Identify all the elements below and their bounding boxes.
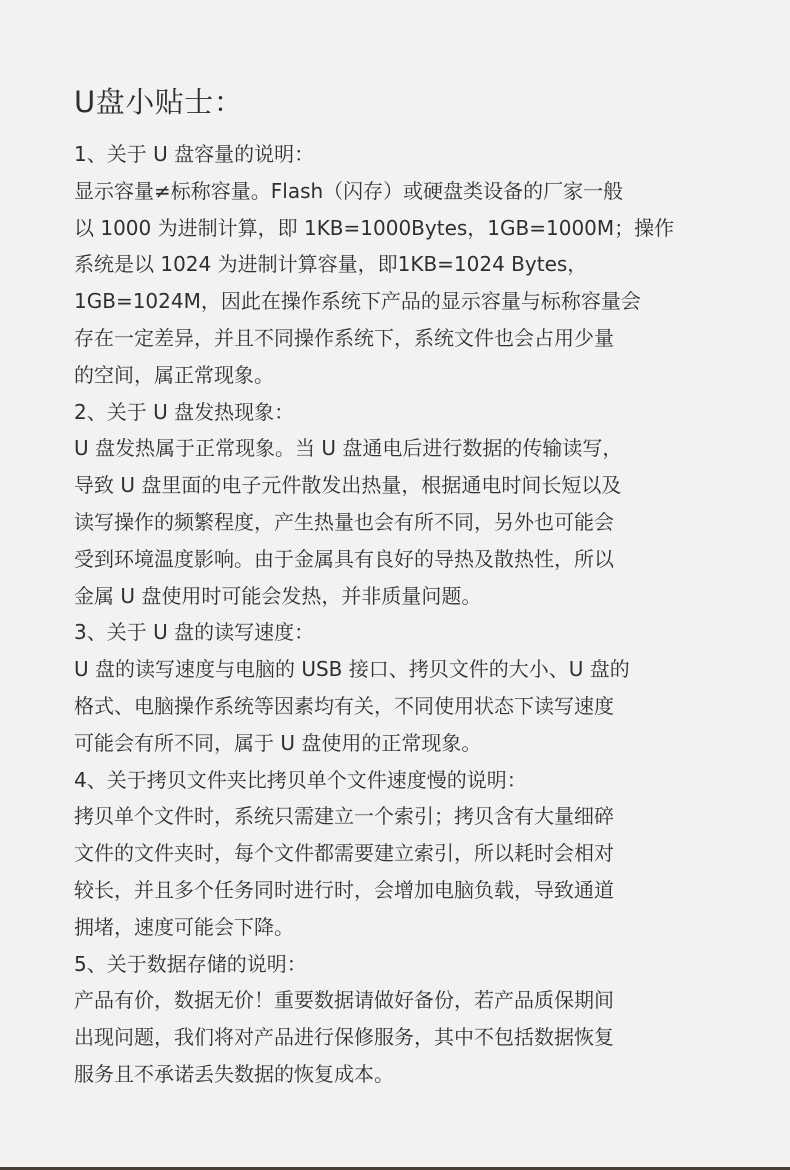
body-line: 服务且不承诺丢失数据的恢复成本。 (74, 1061, 394, 1086)
body-line: 较长，并且多个任务同时进行时，会增加电脑负载，导致通道 (74, 877, 614, 902)
body-line: 以 1000 为进制计算，即 1KB=1000Bytes，1GB=1000M；操作 (74, 215, 675, 240)
section-heat (74, 394, 734, 615)
body-line: 显示容量≠标称容量。Flash（闪存）或硬盘类设备的厂家一般 (74, 178, 624, 203)
page-title: U盘小贴士： (74, 85, 244, 119)
body-line: 拷贝单个文件时，系统只需建立一个索引；拷贝含有大量细碎 (74, 804, 614, 829)
body-line: 文件的文件夹时，每个文件都需要建立索引，所以耗时会相对 (74, 841, 614, 866)
section-heading: 5、关于数据存储的说明： (74, 951, 307, 976)
body-line: U 盘的读写速度与电脑的 USB 接口、拷贝文件的大小、U 盘的 (74, 657, 630, 682)
section-heading: 2、关于 U 盘发热现象： (74, 399, 295, 424)
body-line: 存在一定差异，并且不同操作系统下，系统文件也会占用少量 (74, 325, 614, 350)
body-line: 金属 U 盘使用时可能会发热，并非质量问题。 (74, 583, 482, 608)
section-capacity (74, 136, 734, 394)
body-line: 可能会有所不同，属于 U 盘使用的正常现象。 (74, 730, 482, 755)
section-heading: 1、关于 U 盘容量的说明： (74, 142, 315, 166)
body-line: 产品有价，数据无价！重要数据请做好备份，若产品质保期间 (74, 988, 614, 1013)
section-folder-copy (74, 762, 734, 946)
body-line: 导致 U 盘里面的电子元件散发出热量，根据通电时间长短以及 (74, 473, 622, 498)
section-heading: 4、关于拷贝文件夹比拷贝单个文件速度慢的说明： (74, 767, 527, 792)
body-line: 1GB=1024M，因此在操作系统下产品的显示容量与标称容量会 (74, 289, 641, 314)
tips-content (74, 82, 734, 1093)
section-data-storage (74, 946, 734, 1093)
body-line: 格式、电脑操作系统等因素均有关，不同使用状态下读写速度 (74, 693, 614, 718)
body-line: 系统是以 1024 为进制计算容量，即1KB=1024 Bytes， (74, 252, 588, 277)
section-heading: 3、关于 U 盘的读写速度： (74, 620, 315, 645)
body-line: 读写操作的频繁程度，产生热量也会有所不同，另外也可能会 (74, 509, 614, 534)
body-line: 出现问题，我们将对产品进行保修服务，其中不包括数据恢复 (74, 1025, 614, 1050)
section-speed (74, 614, 734, 761)
body-line: U 盘发热属于正常现象。当 U 盘通电后进行数据的传输读写， (74, 436, 623, 461)
body-line: 的空间，属正常现象。 (74, 362, 274, 387)
body-line: 受到环境温度影响。由于金属具有良好的导热及散热性，所以 (74, 546, 614, 571)
body-line: 拥堵，速度可能会下降。 (74, 914, 294, 939)
